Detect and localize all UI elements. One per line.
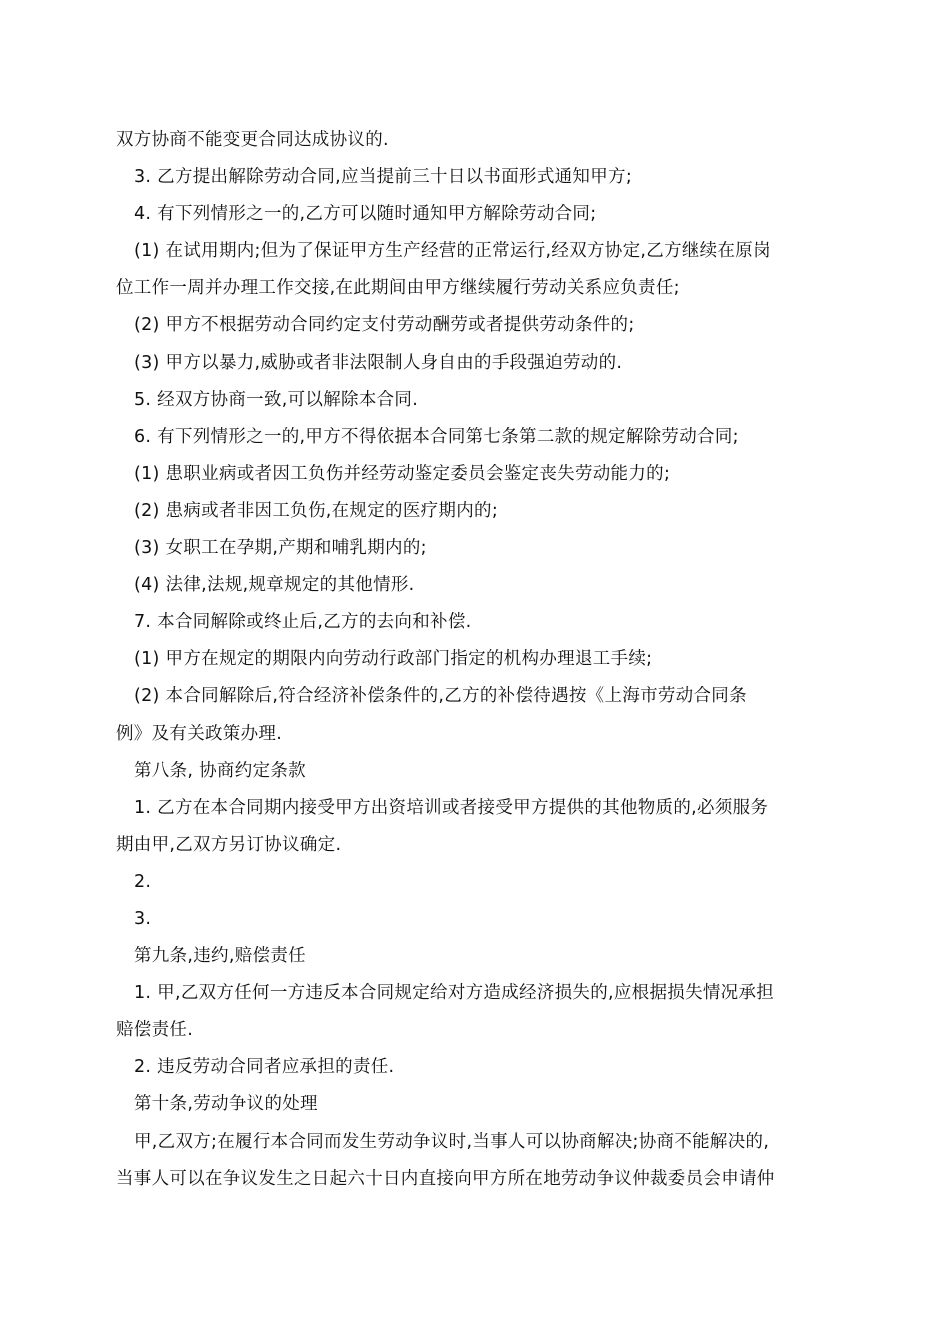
paragraph-line: 位工作一周并办理工作交接,在此期间由甲方继续履行劳动关系应负责任; [116,278,680,299]
paragraph-line: (4) 法律,法规,规章规定的其他情形. [134,575,415,596]
paragraph-line: 双方协商不能变更合同达成协议的. [116,130,389,150]
paragraph-line: 5. 经双方协商一致,可以解除本合同. [134,389,419,410]
paragraph-line: (3) 甲方以暴力,威胁或者非法限制人身自由的手段强迫劳动的. [134,352,623,373]
paragraph-line: (1) 甲方在规定的期限内向劳动行政部门指定的机构办理退工手续; [134,649,653,670]
paragraph-line: (1) 患职业病或者因工负伤并经劳动鉴定委员会鉴定丧失劳动能力的; [134,463,671,484]
document-body [116,122,838,1198]
paragraph-line: 第八条, 协商约定条款 [134,760,306,781]
paragraph-line: (2) 患病或者非因工负伤,在规定的医疗期内的; [134,500,499,521]
paragraph-line: 第十条,劳动争议的处理 [134,1094,318,1115]
paragraph-line: 第九条,违约,赔偿责任 [134,946,306,967]
paragraph-line: 3. [134,908,152,929]
paragraph-line: 2. [134,871,152,892]
paragraph-line: 1. 乙方在本合同期内接受甲方出资培训或者接受甲方提供的其他物质的,必须服务 [134,797,769,818]
paragraph-line: 当事人可以在争议发生之日起六十日内直接向甲方所在地劳动争议仲裁委员会申请仲 [116,1168,775,1189]
paragraph-line: (3) 女职工在孕期,产期和哺乳期内的; [134,538,427,559]
paragraph-line: 甲,乙双方;在履行本合同而发生劳动争议时,当事人可以协商解决;协商不能解决的, [134,1131,770,1152]
paragraph-line: (1) 在试用期内;但为了保证甲方生产经营的正常运行,经双方协定,乙方继续在原岗 [134,241,771,262]
paragraph-line: 7. 本合同解除或终止后,乙方的去向和补偿. [134,612,472,633]
paragraph-line: 6. 有下列情形之一的,甲方不得依据本合同第七条第二款的规定解除劳动合同; [134,426,739,447]
paragraph-line: 1. 甲,乙双方任何一方违反本合同规定给对方造成经济损失的,应根据损失情况承担 [134,983,775,1004]
paragraph-line: 例》及有关政策办理. [116,723,283,744]
paragraph-line: 期由甲,乙双方另订协议确定. [116,834,342,855]
paragraph-line: 4. 有下列情形之一的,乙方可以随时通知甲方解除劳动合同; [134,204,597,225]
paragraph-line: (2) 本合同解除后,符合经济补偿条件的,乙方的补偿待遇按《上海市劳动合同条 [134,686,747,707]
paragraph-line: 2. 违反劳动合同者应承担的责任. [134,1057,395,1078]
paragraph-line: 赔偿责任. [116,1020,194,1041]
paragraph-line: (2) 甲方不根据劳动合同约定支付劳动酬劳或者提供劳动条件的; [134,315,635,336]
paragraph-line: 3. 乙方提出解除劳动合同,应当提前三十日以书面形式通知甲方; [134,167,633,188]
